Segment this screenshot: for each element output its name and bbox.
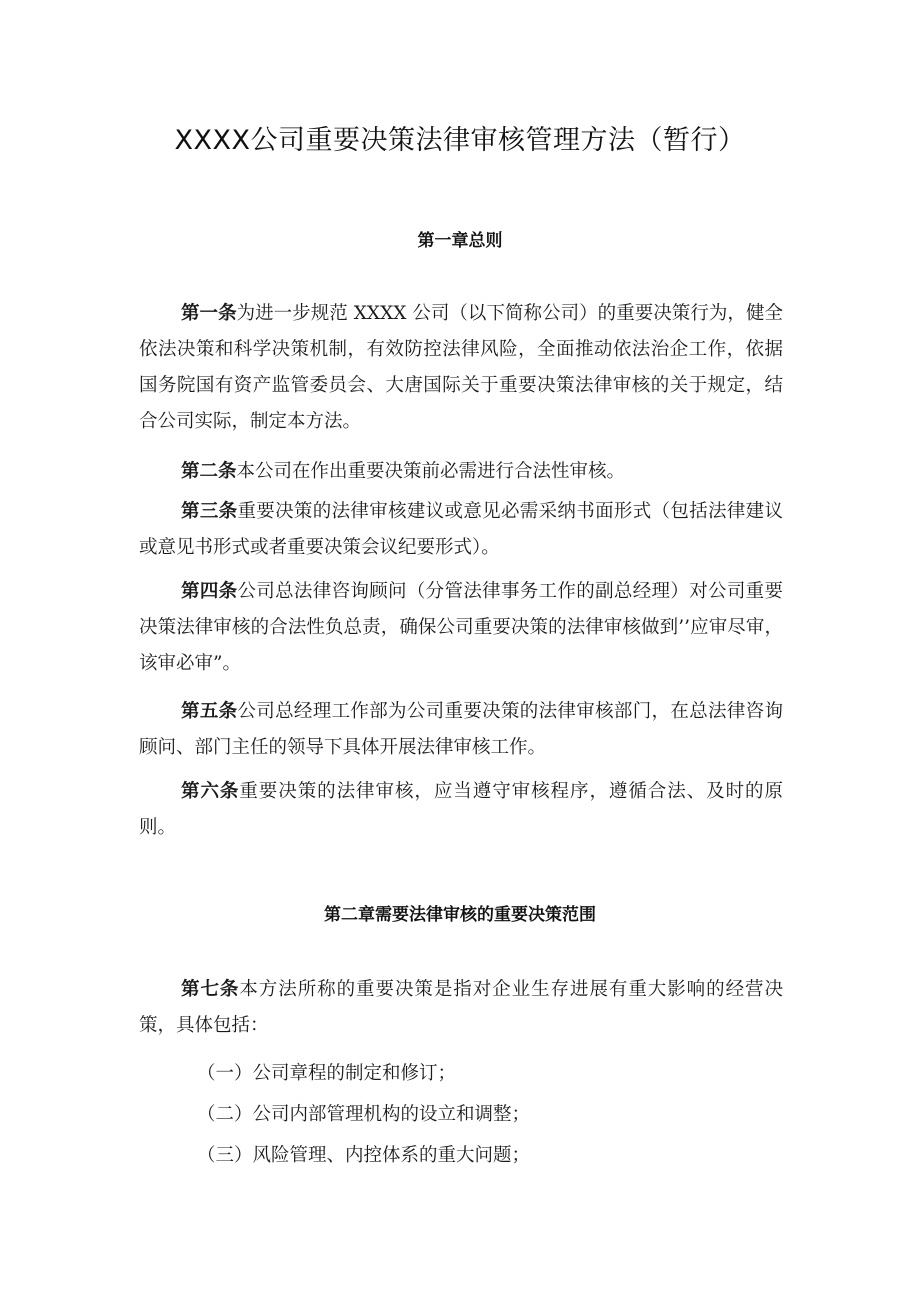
article-text: 为进一步规范 XXXX 公司（以下简称公司）的重要决策行为，健全依法决策和科学决策机制，有效防控法律风险，全面推动依法治企工作，依据国务院国有资产监管委员会、大唐国际关于重要决策法律审核的关于规定，结合公司实际，制定本方法。 (139, 303, 783, 432)
list-item: （一）公司章程的制定和修订； (197, 1063, 457, 1084)
article-4 (139, 574, 783, 682)
article-label: 第三条 (181, 501, 238, 522)
article-text: 本方法所称的重要决策是指对企业生存进展有重大影响的经营决策，具体包括： (139, 979, 783, 1036)
article-1 (139, 296, 783, 440)
article-label: 第七条 (181, 979, 240, 1000)
article-2 (139, 454, 783, 490)
article-label: 第一条 (181, 303, 237, 324)
list-item: （三）风险管理、内控体系的重大问题； (197, 1145, 531, 1166)
article-text: 公司总经理工作部为公司重要决策的法律审核部门，在总法律咨询顾问、部门主任的领导下具体开展法律审核工作。 (139, 701, 783, 758)
article-label: 第六条 (181, 781, 240, 802)
document-title: XXXX公司重要决策法律审核管理方法（暂行） (174, 125, 746, 156)
article-5 (139, 694, 783, 766)
article-6 (139, 774, 783, 846)
list-item: （二）公司内部管理机构的设立和调整； (197, 1104, 531, 1125)
article-label: 第四条 (181, 581, 238, 602)
article-text: 重要决策的法律审核建议或意见必需采纳书面形式（包括法律建议或意见书形式或者重要决策会议纪要形式）。 (139, 501, 783, 558)
article-text: 本公司在作出重要决策前必需进行合法性审核。 (236, 461, 626, 482)
article-3 (139, 494, 783, 566)
chapter-heading-2: 第二章需要法律审核的重要决策范围 (324, 905, 596, 925)
chapter-heading-1: 第一章总则 (417, 231, 503, 251)
article-label: 第二条 (181, 461, 237, 482)
article-text: 重要决策的法律审核，应当遵守审核程序，遵循合法、及时的原则。 (139, 781, 783, 838)
article-text: 公司总法律咨询顾问（分管法律事务工作的副总经理）对公司重要决策法律审核的合法性负总责，确保公司重要决策的法律审核做到’’应审尽审，该审必审”。 (139, 581, 783, 674)
decision-scope-list (197, 1056, 787, 1179)
article-label: 第五条 (181, 701, 238, 722)
article-7 (139, 972, 783, 1044)
